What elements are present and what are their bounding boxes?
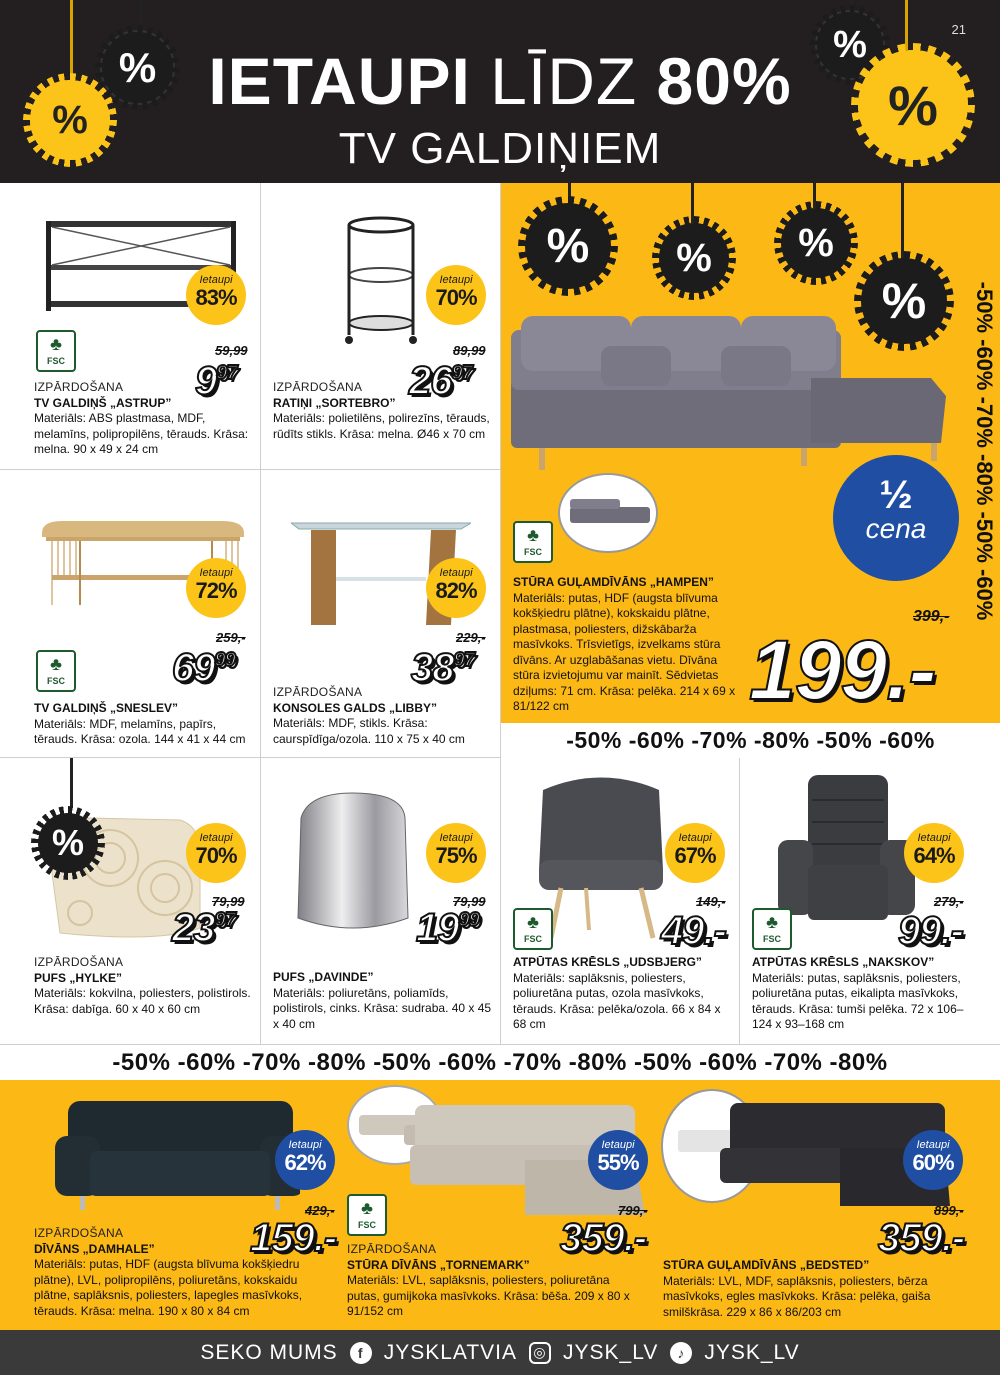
old-price: 399,- <box>913 608 950 625</box>
facebook-handle[interactable]: JYSKLATVIA <box>383 1340 518 1364</box>
savings-badge: Ietaupi 60% <box>903 1130 963 1190</box>
follow-label: SEKO MUMS <box>200 1340 338 1364</box>
savings-badge: Ietaupi 83% <box>186 265 246 325</box>
product-text: STŪRA GUĻAMDĪVĀNS „HAMPEN” Materiāls: putas, HDF (augsta blīvuma kokšķiedru plātne), kokskaidu plātne, plastmasa, poliesters, dižskābarža masīvkoks. Trīsvietīgs, izvelkams stūra dīvāns. Ar uzglabāšanas vietu. Dīvāna stūra izvietojumu var mainīt. Sēdvietas dziļums: 71 cm. Krāsa: pelēka. 214 x 69 x 81/122 cm <box>513 575 736 713</box>
fsc-logo-icon: ♣ FSC <box>752 908 792 950</box>
side-discount-strip: -50% -60% -70% -80% -50% -60% <box>969 183 1000 723</box>
savings-badge: Ietaupi 72% <box>186 558 246 618</box>
savings-badge: Ietaupi 55% <box>588 1130 648 1190</box>
half-price-badge: ½ cena <box>833 455 959 581</box>
percent-seal-icon: % <box>659 223 729 293</box>
old-price: 149,- <box>696 894 726 909</box>
fsc-logo-icon: ♣ FSC <box>36 650 76 692</box>
fsc-logo-icon: ♣ FSC <box>347 1194 387 1236</box>
product-card-hylke[interactable] <box>0 758 261 1045</box>
page-title: IETAUPI LĪDZ 80% <box>208 44 792 118</box>
old-price: 429,- <box>305 1203 335 1218</box>
sofa-bed-inset-image <box>558 473 658 553</box>
instagram-icon[interactable]: ◎ <box>529 1342 551 1364</box>
tiktok-icon[interactable]: ♪ <box>670 1342 692 1364</box>
product-card-libby[interactable] <box>261 470 501 758</box>
product-card-davinde[interactable] <box>261 758 501 1045</box>
page-subtitle: TV GALDIŅIEM <box>338 124 662 173</box>
price: $26^{97}$ <box>409 359 472 403</box>
savings-badge: Ietaupi 70% <box>426 265 486 325</box>
price: 199.- <box>749 623 936 717</box>
savings-badge: Ietaupi 70% <box>186 823 246 883</box>
fsc-logo-icon: ♣ FSC <box>513 521 553 563</box>
instagram-handle[interactable]: JYSK_LV <box>563 1340 659 1364</box>
product-card-sneslev[interactable] <box>0 470 261 758</box>
percent-seal-icon: % <box>100 30 175 105</box>
savings-badge: Ietaupi 62% <box>275 1130 335 1190</box>
percent-seal-icon: % <box>781 208 851 278</box>
old-price: 799,- <box>618 1203 648 1218</box>
product-text: IZPĀRDOŠANA DĪVĀNS „DAMHALE” Materiāls: putas, HDF (augsta blīvuma kokšķiedru plātne), LVL, polipropilēns, poliuretāns, kokskaidu plātne, saplāksnis, poliesters, lapegles masīvkoks, tērauds. Krāsa: melna. 190 x 80 x 84 cm <box>34 1226 303 1318</box>
price: 99.- <box>898 909 963 953</box>
old-price: 899,- <box>934 1203 964 1218</box>
sofa-panel <box>0 1080 1000 1330</box>
product-card-nakskov[interactable] <box>740 758 1000 1045</box>
product-text: IZPĀRDOŠANA TV GALDIŅŠ „ASTRUP” Materiāls: ABS plastmasa, MDF, melamīns, polipropilēns, tērauds. Krāsa: melna. 90 x 49 x 24 cm <box>34 380 249 456</box>
discount-strip-wide: -50% -60% -70% -80% -50% -60% -70% -80% -50% -60% -70% -80% <box>0 1045 1000 1080</box>
discount-strip: -50% -60% -70% -80% -50% -60% <box>501 723 1000 758</box>
fsc-logo-icon: ♣ FSC <box>36 330 76 372</box>
price: 359.- <box>878 1216 965 1260</box>
feature-panel-hampen[interactable] <box>501 183 969 723</box>
price: $19^{99}$ <box>416 906 479 950</box>
product-text: STŪRA GUĻAMDĪVĀNS „BEDSTED” Materiāls: LVL, MDF, saplāksnis, poliesters, bērza masīvkoks, egles masīvkoks. Krāsa: pelēka, gaiša smilškrāsa. 229 x 86 x 86/203 cm <box>663 1258 931 1319</box>
footer-social <box>0 1330 1000 1375</box>
old-price: 259,- <box>216 630 246 645</box>
product-text: ATPŪTAS KRĒSLS „NAKSKOV” Materiāls: putas, saplāksnis, poliesters, poliuretāna putas, eikalipta masīvkoks, tērauds. Krāsa: tumši pelēka. 72 x 106–124 x 93–168 cm <box>752 955 964 1031</box>
price: $9^{97}$ <box>195 359 237 403</box>
product-card-sortebro[interactable] <box>261 183 501 470</box>
savings-badge: Ietaupi 64% <box>904 823 964 883</box>
fsc-logo-icon: ♣ FSC <box>513 908 553 950</box>
percent-seal-icon: % <box>30 80 110 160</box>
price: $69^{99}$ <box>172 646 235 690</box>
sofa-image <box>50 1096 300 1216</box>
price: 359.- <box>560 1216 647 1260</box>
product-text: IZPĀRDOŠANA KONSOLES GALDS „LIBBY” Materiāls: MDF, stikls. Krāsa: caurspīdīga/ozola. 110 x 75 x 40 cm <box>273 685 465 746</box>
percent-seal-icon: % <box>525 203 611 289</box>
product-text: IZPĀRDOŠANA PUFS „HYLKE” Materiāls: kokvilna, poliesters, polistirols. Krāsa: dabīga. 60 x 40 x 60 cm <box>34 955 251 1016</box>
old-price: 79,99 <box>212 894 245 909</box>
percent-seal-icon: % <box>858 50 968 160</box>
header-banner <box>0 0 1000 183</box>
product-card-udsbjerg[interactable] <box>501 758 740 1045</box>
savings-badge: Ietaupi 67% <box>665 823 725 883</box>
old-price: 279,- <box>934 894 964 909</box>
old-price: 229,- <box>456 630 486 645</box>
facebook-icon[interactable]: f <box>350 1342 372 1364</box>
product-text: IZPĀRDOŠANA STŪRA DĪVĀNS „TORNEMARK” Materiāls: LVL, saplāksnis, poliesters, poliuretāna putas, gumijkoka masīvkoks. Krāsa: bēša. 209 x 80 x 91/152 cm <box>347 1242 630 1318</box>
percent-seal-icon: % <box>815 10 885 80</box>
product-card-astrup[interactable] <box>0 183 261 470</box>
product-text: TV GALDIŅŠ „SNESLEV” Materiāls: MDF, melamīns, papīrs, tērauds. Krāsa: ozola. 144 x 41 x 44 cm <box>34 701 246 746</box>
old-price: 79,99 <box>453 894 486 909</box>
savings-badge: Ietaupi 75% <box>426 823 486 883</box>
pouf-image <box>293 788 413 938</box>
percent-seal-icon: % <box>38 813 98 873</box>
page-number: 21 <box>951 22 966 37</box>
product-text: ATPŪTAS KRĒSLS „UDSBJERG” Materiāls: saplāksnis, poliesters, poliuretāna putas, ozola masīvkoks, tērauds. Krāsa: pelēka/ozola. 66 x 84 x 68 cm <box>513 955 721 1031</box>
product-text: PUFS „DAVINDE” Materiāls: poliuretāns, poliamīds, polistirols, cinks. Krāsa: sudraba. 40 x 45 x 40 cm <box>273 970 492 1031</box>
trolley-image <box>336 215 426 350</box>
old-price: 89,99 <box>453 343 486 358</box>
product-text: IZPĀRDOŠANA RATIŅI „SORTEBRO” Materiāls: polietilēns, polirezīns, tērauds, rūdīts stikls. Krāsa: melna. Ø46 x 70 cm <box>273 380 490 441</box>
percent-seal-icon: % <box>861 258 947 344</box>
tiktok-handle[interactable]: JYSK_LV <box>704 1340 800 1364</box>
savings-badge: Ietaupi 82% <box>426 558 486 618</box>
price: $23^{97}$ <box>172 906 235 950</box>
price: $38^{97}$ <box>411 646 474 690</box>
price: 49.- <box>661 909 726 953</box>
old-price: 59,99 <box>215 343 248 358</box>
price: 159.- <box>250 1216 337 1260</box>
